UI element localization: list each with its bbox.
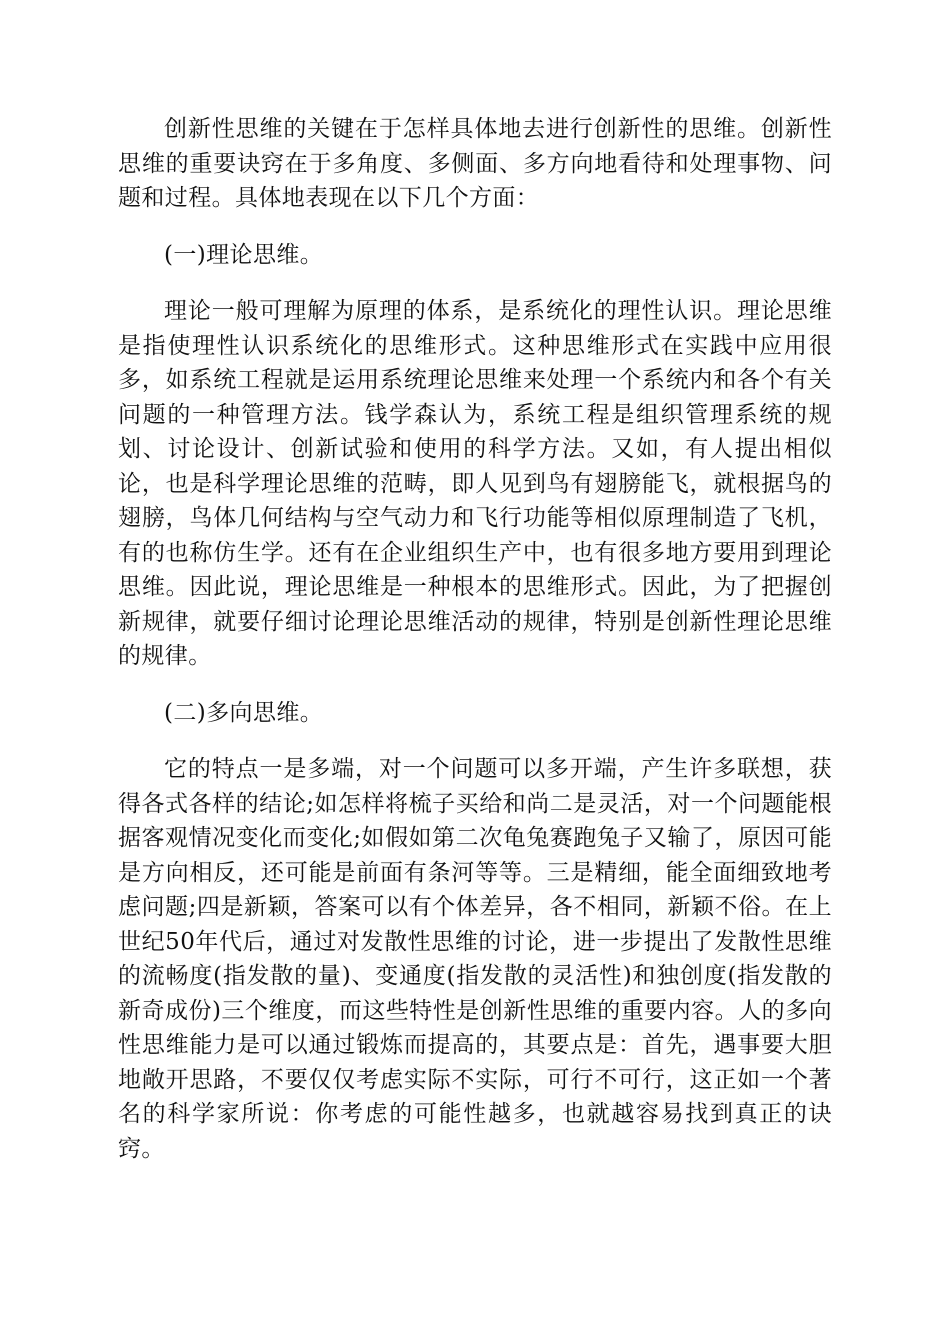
section-heading-theory: (一)理论思维。 [164,241,324,268]
section-heading-multidirectional: (二)多向思维。 [164,699,324,726]
theory-paragraph: 理论一般可理解为原理的体系，是系统化的理性认识。理论思维是指使理性认识系统化的思维形式。这种思维形式在实践中应用很多，如系统工程就是运用系统理论思维来处理一个系统内和各个有关问题的一种管理方法。钱学森认为，系统工程是组织管理系统的规划、讨论设计、创新试验和使用的科学方法。又如，有人提出相似论，也是科学理论思维的范畴，即人见到鸟有翅膀能飞，就根据鸟的翅膀，鸟体几何结构与空气动力和飞行功能等相似原理制造了飞机，有的也称仿生学。还有在企业组织生产中，也有很多地方要用到理论思维。因此说，理论思维是一种根本的思维形式。因此，为了把握创新规律，就要仔细讨论理论思维活动的规律，特别是创新性理论思维的规律。 [118,298,832,669]
multidirectional-paragraph: 它的特点一是多端，对一个问题可以多开端，产生许多联想，获得各式各样的结论;如怎样将梳子买给和尚二是灵活，对一个问题能根据客观情况变化而变化;如假如第二次龟兔赛跑兔子又输了，原因可能是方向相反，还可能是前面有条河等等。三是精细，能全面细致地考虑问题;四是新颖，答案可以有个体差异，各不相同，新颖不俗。在上世纪50年代后，通过对发散性思维的讨论，进一步提出了发散性思维的流畅度(指发散的量)、变通度(指发散的灵活性)和独创度(指发散的新奇成份)三个维度，而这些特性是创新性思维的重要内容。人的多向性思维能力是可以通过锻炼而提高的，其要点是：首先，遇事要大胆地敞开思路，不要仅仅考虑实际不实际，可行不可行，这正如一个著名的科学家所说：你考虑的可能性越多，也就越容易找到真正的诀窍。 [118,756,832,1162]
intro-paragraph: 创新性思维的关键在于怎样具体地去进行创新性的思维。创新性思维的重要诀窍在于多角度、多侧面、多方向地看待和处理事物、问题和过程。具体地表现在以下几个方面： [118,116,832,211]
document-page [118,112,832,1188]
